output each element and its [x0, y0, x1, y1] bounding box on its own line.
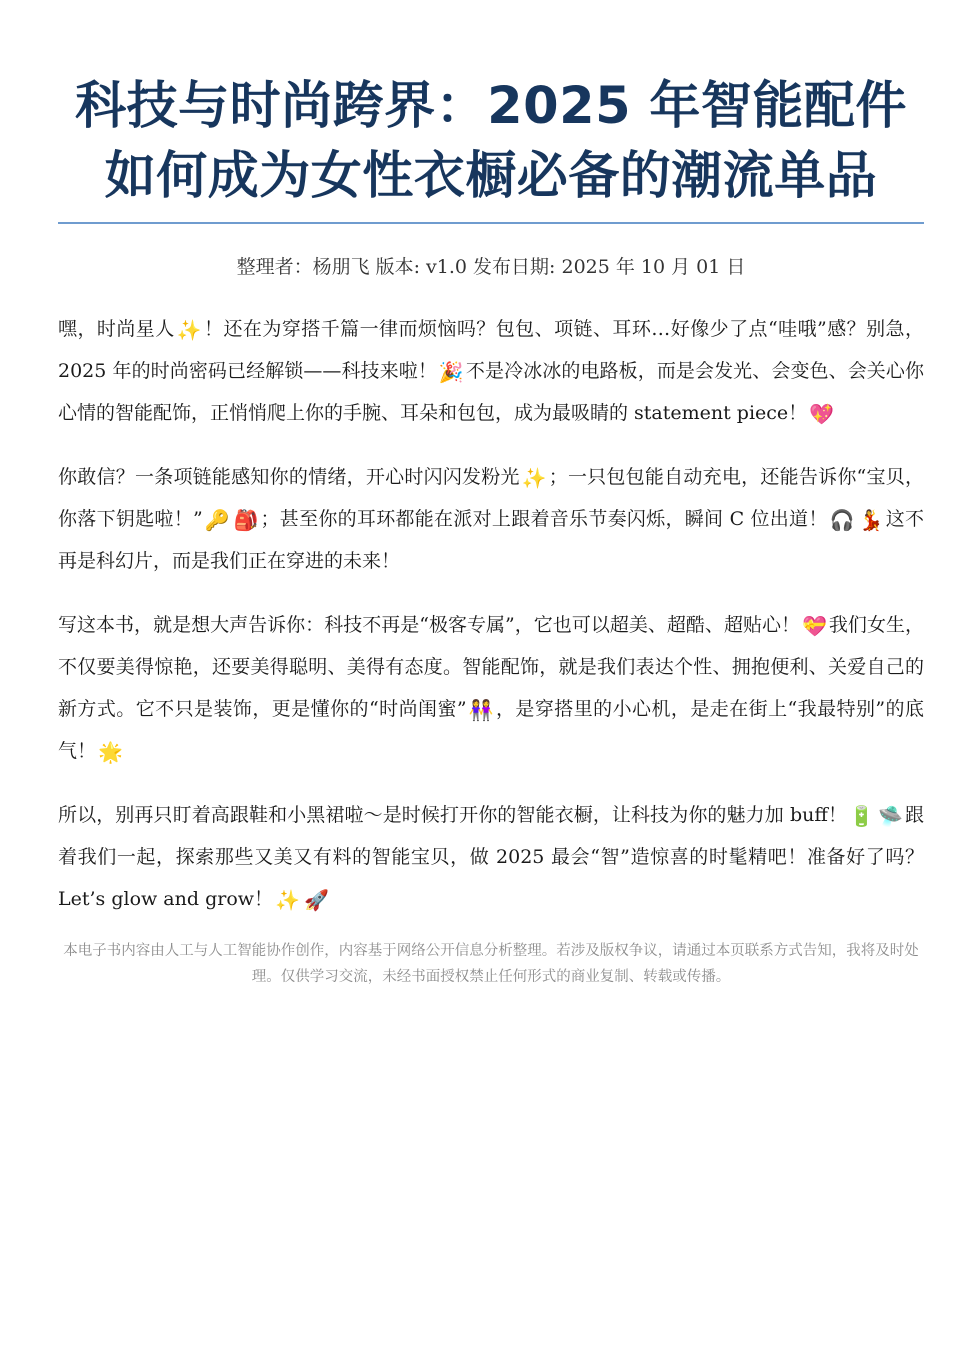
document-title: 科技与时尚跨界：2025 年智能配件如何成为女性衣橱必备的潮流单品	[75, 77, 907, 206]
ufo-icon: 🛸	[877, 804, 903, 828]
glowing-star-icon: 🌟	[98, 740, 123, 764]
paragraph-text: 写这本书，就是想大声告诉你：科技不再是“极客专属”，它也可以超美、超酷、超贴心！	[58, 614, 800, 636]
paragraph-text: 不是冷冰冰的电路板，而是会发光、会变色、会关心你心情的智能配饰，正悄悄爬上你的手腕、耳朵和包包，成为最吸睛的 statement piece！	[58, 360, 924, 424]
paragraph-1	[58, 308, 924, 434]
sparkles-icon: ✨	[521, 466, 547, 490]
paragraph-text: 嘿，时尚星人	[58, 318, 175, 340]
paragraph-text: ；一只包包能自动充电，还能告诉你“宝贝，你落下钥匙啦！”	[58, 466, 924, 530]
backpack-icon: 🎒	[233, 508, 259, 532]
paragraph-text: 我们女生，不仅要美得惊艳，还要美得聪明、美得有态度。智能配饰，就是我们表达个性、拥抱便利、关爱自己的新方式。它不只是装饰，更是懂你的“时尚闺蜜”	[58, 614, 924, 720]
party-popper-icon: 🎉	[438, 360, 464, 384]
paragraph-text: ！还在为穿搭千篇一律而烦恼吗？包包、项链、耳环…好像少了点“哇哦”感？别急，2025 年的时尚密码已经解锁——科技来啦！	[58, 318, 924, 382]
rocket-icon: 🚀	[303, 888, 329, 912]
paragraph-text: 跟着我们一起，探索那些又美又有料的智能宝贝，做 2025 最会“智”造惊喜的时髦精吧！准备好了吗？Let’s glow and grow！	[58, 804, 924, 910]
paragraph-text: ；甚至你的耳环都能在派对上跟着音乐节奏闪烁，瞬间 C 位出道！	[260, 508, 828, 530]
sparkles-icon: ✨	[176, 318, 202, 342]
headphones-icon: 🎧	[829, 508, 855, 532]
dancer-icon: 💃	[858, 508, 884, 532]
document-meta: 整理者：杨朋飞 版本: v1.0 发布日期: 2025 年 10 月 01 日	[236, 256, 746, 278]
paragraph-2	[58, 456, 924, 582]
key-icon: 🔑	[204, 508, 230, 532]
document-page	[58, 0, 924, 990]
two-women-icon: 👭	[468, 698, 494, 722]
paragraph-text: 这不再是科幻片，而是我们正在穿进的未来！	[58, 508, 924, 572]
sparkles-icon: ✨	[275, 888, 300, 912]
battery-icon: 🔋	[849, 804, 874, 828]
paragraph-4	[58, 794, 924, 920]
copyright-footnote: 本电子书内容由人工与人工智能协作创作，内容基于网络公开信息分析整理。若涉及版权争议，请通过本页联系方式告知，我将及时处理。仅供学习交流，未经书面授权禁止任何形式的商业复制、转载或传播。	[63, 943, 919, 985]
title-divider	[58, 222, 924, 224]
paragraph-3	[58, 604, 924, 772]
sparkling-heart-icon: 💖	[809, 402, 835, 426]
paragraph-text: 所以，别再只盯着高跟鞋和小黑裙啦～是时候打开你的智能衣橱，让科技为你的魅力加 buff！	[58, 804, 848, 826]
heart-icon: 💝	[802, 614, 827, 638]
paragraph-text: ，是穿搭里的小心机，是走在街上“我最特别”的底气！	[58, 698, 924, 762]
paragraph-text: 你敢信？一条项链能感知你的情绪，开心时闪闪发粉光	[58, 466, 520, 488]
